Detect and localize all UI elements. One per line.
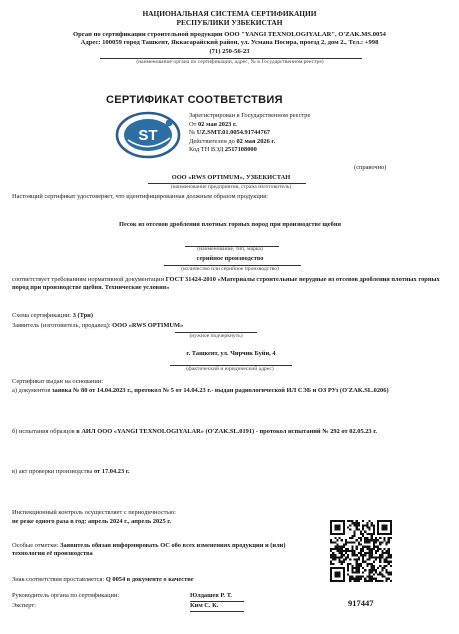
conformity-text	[12, 276, 442, 293]
head-name: Юлдашев Р. Т.	[190, 592, 232, 599]
conformity-mark	[12, 576, 194, 584]
basis-label: Сертификат выдан на основании:	[12, 378, 104, 385]
reference-note: (справочно)	[354, 164, 387, 171]
quantity-caption: (количество или серийное производство)	[181, 266, 279, 272]
registration-valid	[189, 138, 310, 147]
expert-name: Ким С. К.	[190, 602, 219, 609]
organ-name: Орган по сертификации строительной продукции ООО "YANGI TEXNOLOGIYALAR", O'ZAK.MS.0054	[73, 31, 386, 38]
manufacturer-caption: (наименование предприятия, страна изготовитель)	[170, 184, 292, 190]
basis-a-value: заявка № 80 от 14.04.2023 г., протокол № 5 от 14.04.23 г.- выдан радиологической ИЛ СЭБ и ОЗ РУз (O'ZAK.SL.0206)	[51, 387, 389, 394]
scheme-label: Схема сертификации:	[12, 312, 73, 319]
scheme-value: 3 (Три)	[72, 312, 93, 319]
basis-a-prefix: а) документов	[12, 387, 52, 394]
header-line2: РЕСПУБЛИКИ УЗБЕКИСТАН	[176, 17, 283, 27]
registration-number	[189, 129, 310, 138]
basis-b-prefix: б) испытания образцов	[12, 428, 77, 435]
manufacturer-name: ООО «RWS OPTIMUM», УЗБЕКИСТАН	[171, 174, 291, 181]
product-quantity: серийное производство	[196, 255, 264, 262]
address-caption: (фактический и юридический адрес)	[186, 366, 274, 372]
product-caption: (наименование, тип, марка)	[197, 246, 263, 252]
notes-label: Особые отметки:	[12, 542, 61, 549]
notes-value: Заявитель обязан информировать ОС обо всех изменениях продукции и (или) технологии её производства	[12, 542, 286, 558]
header-organ	[14, 31, 445, 56]
applicant-label: Заявитель (изготовитель, продавец):	[12, 322, 113, 329]
applicant-caption: (нужное подчеркнуть)	[189, 333, 243, 339]
scheme	[12, 312, 93, 320]
applicant	[12, 322, 183, 330]
conformity-standard: ГОСТ 31424-2010 «Материалы строительные нерудные из отсевов дробления плотных горных пород при производстве щебня. Технические условия»	[12, 276, 440, 292]
basis-b-value: в АИЛ ООО «YANGI TEXNOLOGIYALAR» (O'ZAK.SL.0191) - протокол испытаний № 292 от 02.05.23 г.	[76, 428, 378, 435]
head-label: Руководитель органа по сертификации:	[12, 592, 120, 599]
mark-label: Знак соответствия проставляется:	[12, 576, 106, 583]
inspection-label: Инспекционный контроль осуществляет с периодичностью:	[12, 509, 176, 516]
st-logo-icon	[114, 110, 182, 160]
svg-text:ST: ST	[138, 127, 158, 144]
number-value: UZ.SMT.01.0054.91744767	[196, 129, 271, 137]
basis-a	[12, 387, 444, 395]
conformity-prefix: соответствует требованиям нормативной документации	[12, 276, 166, 283]
expert-sign-line	[190, 611, 244, 612]
qr-code-icon	[330, 520, 392, 582]
organ-address: Адрес: 100059 город Ташкент, Яккасарайский район, ул. Усмана Носира, проезд 2, дом 2., Тел.: +998	[80, 39, 379, 47]
header-caption: (наименование органа по сертификации, адрес, № в Государственном реестре)	[136, 59, 324, 65]
certificate-title: СЕРТИФИКАТ СООТВЕТСТВИЯ	[106, 94, 283, 106]
organ-phone: (71) 250-56-23	[209, 47, 250, 55]
from-label: От	[189, 120, 199, 128]
valid-value: 02 мая 2026 г.	[236, 137, 276, 145]
registration-from	[189, 121, 310, 130]
registration-code	[189, 146, 310, 155]
basis-c-value: от 17.04.23 г.	[93, 468, 130, 475]
basis-b	[12, 428, 444, 436]
number-label: №	[189, 129, 197, 137]
header-system	[0, 10, 459, 27]
basis-c-prefix: в) акт проверки производства	[12, 468, 94, 475]
inspection-value: не реже одного раза в год: апрель 2024 г., апрель 2025 г.	[12, 518, 172, 525]
certifies-text: Настоящий сертификат удостоверяет, что идентифицированная должным образом продукция:	[12, 193, 268, 200]
registration-line1: Зарегистрирован в Государственном реестре	[189, 112, 311, 119]
special-notes	[12, 542, 312, 559]
code-label: Код ТН ВЭД	[189, 146, 225, 154]
basis-c	[12, 468, 130, 476]
registration-block	[189, 112, 310, 155]
from-value: 02 мая 2023 г.	[198, 120, 237, 128]
mark-value: Q 0054 в документе о качестве	[105, 576, 194, 583]
valid-label: Действителен до	[189, 137, 237, 145]
serial-number: 917447	[348, 598, 374, 608]
applicant-value: ООО «RWS OPTIMUM»	[112, 322, 184, 329]
expert-label: Эксперт:	[12, 602, 36, 609]
header-line1: НАЦИОНАЛЬНАЯ СИСТЕМА СЕРТИФИКАЦИИ	[142, 9, 317, 18]
product-name: Песок из отсевов дробления плотных горных пород при производстве щебня	[119, 221, 341, 228]
applicant-address: г. Ташкент, ул. Чирчик Буйи, 4	[186, 350, 276, 357]
code-value: 2517108000	[224, 146, 257, 154]
